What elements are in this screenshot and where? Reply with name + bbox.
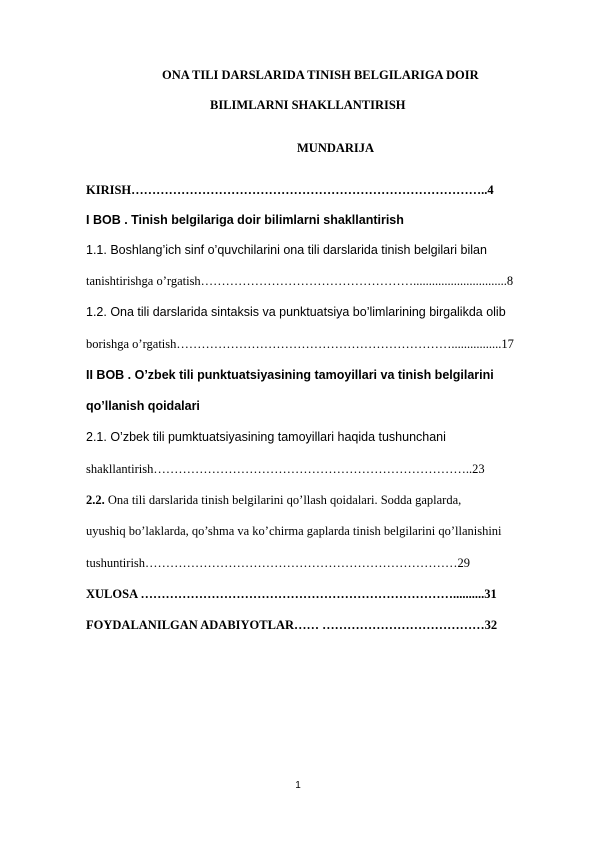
toc-entry-chapter-1: I BOB . Tinish belgilariga doir bilimlarni shakllantirish <box>86 213 404 227</box>
toc-entry-2-2-line-1 <box>86 492 461 508</box>
toc-entry-references: FOYDALANILGAN ADABIYOTLAR…… …………………………………32 <box>86 618 498 632</box>
toc-entry-introduction: KIRISH…………………………………………………………………………..4 <box>86 183 494 197</box>
title-line-2: BILIMLARNI SHAKLLANTIRISH <box>210 98 406 112</box>
toc-entry-2-2-text: Ona tili darslarida tinish belgilarini qo’llash qoidalari. Sodda gaplarda, <box>104 493 462 507</box>
toc-entry-2-1-line-1: 2.1. O’zbek tili pumktuatsiyasining tamoyillari haqida tushunchani <box>86 430 446 444</box>
toc-entry-2-2-line-2: uyushiq bo’laklarda, qo’shma va ko’chirma gaplarda tinish belgilarini qo’llanishini <box>86 524 502 538</box>
toc-entry-1-1-line-2: tanishtirishga o’rgatish……………………………………………..............................8 <box>86 274 514 288</box>
toc-entry-1-2-line-1: 1.2. Ona tili darslarida sintaksis va punktuatsiya bo’limlarining birgalikda olib <box>86 305 506 319</box>
toc-entry-2-2-line-3: tushuntirish…………………………………………………………………29 <box>86 556 471 570</box>
toc-entry-conclusion: XULOSA …………………………………………………………………..........31 <box>86 587 497 601</box>
contents-heading: MUNDARIJA <box>297 141 375 155</box>
toc-entry-chapter-2-line-1: II BOB . O’zbek tili punktuatsiyasining tamoyillari va tinish belgilarini <box>86 368 494 382</box>
toc-entry-chapter-2-line-2: qo’llanish qoidalari <box>86 399 200 413</box>
title-line-1: ONA TILI DARSLARIDA TINISH BELGILARIGA DOIR <box>162 68 479 82</box>
toc-entry-2-1-line-2: shakllantirish…………………………………………………………………..23 <box>86 462 485 476</box>
toc-entry-1-1-line-1: 1.1. Boshlang’ich sinf o’quvchilarini ona tili darslarida tinish belgilari bilan <box>86 243 487 257</box>
page-number: 1 <box>295 780 301 791</box>
toc-entry-1-2-line-2: borishga o’rgatish…………………………………………………………................17 <box>86 337 514 351</box>
toc-entry-2-2-number: 2.2. <box>86 493 105 507</box>
